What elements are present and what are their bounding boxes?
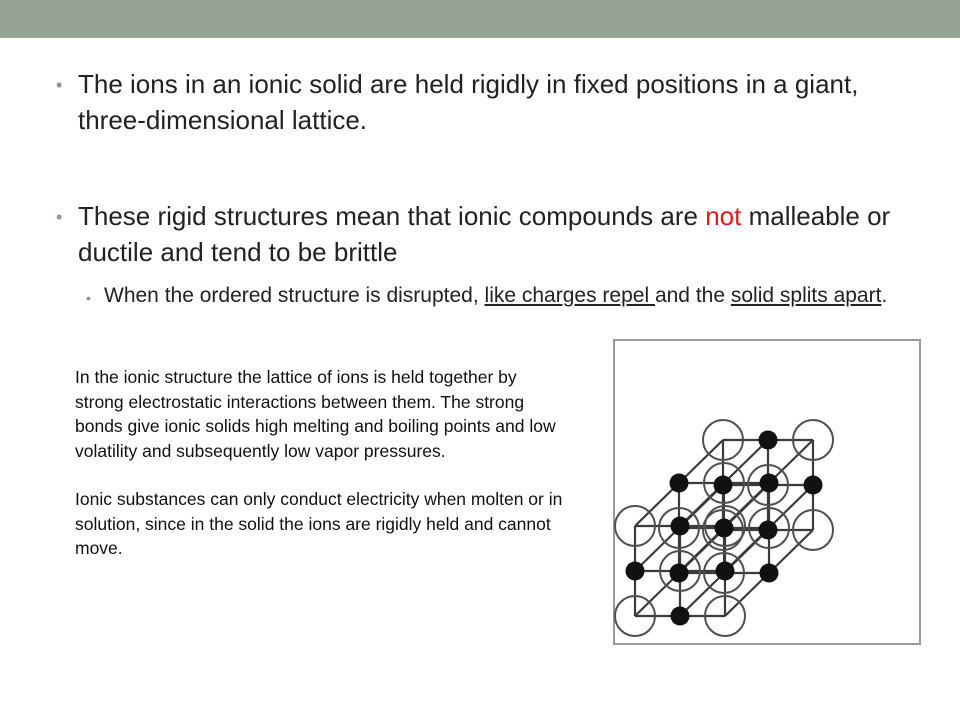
highlight-not: not xyxy=(705,201,742,231)
sub-bullet-text-start: When the ordered structure is disrupted, xyxy=(104,284,485,307)
sub-bullet-dot-icon: • xyxy=(86,290,91,306)
cation-filled-circle-icon xyxy=(760,474,779,493)
cation-filled-circle-icon xyxy=(716,562,735,581)
cation-filled-circle-icon xyxy=(626,562,645,581)
bullet-text xyxy=(78,198,898,270)
cation-filled-circle-icon xyxy=(714,476,733,495)
bullet-text-end: malleable or ductile and tend to be brittle xyxy=(78,201,891,267)
underline-like-charges-repel: like charges repel xyxy=(484,284,655,307)
cation-filled-circle-icon xyxy=(670,564,689,583)
bullet-dot-icon: • xyxy=(56,75,63,95)
description-text-box xyxy=(75,365,565,561)
underline-solid-splits-apart: solid splits apart xyxy=(730,284,882,307)
cation-filled-circle-icon xyxy=(759,431,778,450)
bullet-text-start: These rigid structures mean that ionic compounds are xyxy=(78,201,706,231)
cation-filled-circle-icon xyxy=(671,607,690,626)
cation-filled-circle-icon xyxy=(671,517,690,536)
description-paragraph-2: Ionic substances can only conduct electricity when molten or in solution, since in the solid the ions are rigidly held and cannot move. xyxy=(75,489,563,558)
cation-filled-circle-icon xyxy=(715,519,734,538)
cation-filled-circle-icon xyxy=(760,564,779,583)
sub-bullet-text-end: . xyxy=(881,284,888,307)
cation-filled-circle-icon xyxy=(804,476,823,495)
cation-filled-circle-icon xyxy=(759,521,778,540)
bullet-dot-icon: • xyxy=(56,207,63,227)
bullet-text: The ions in an ionic solid are held rigidly in fixed positions in a giant, three-dimensional lattice. xyxy=(78,69,859,135)
sub-bullet-text-mid: and the xyxy=(654,284,731,307)
ionic-lattice-diagram xyxy=(612,338,924,650)
cation-filled-circle-icon xyxy=(670,474,689,493)
description-paragraph-1: In the ionic structure the lattice of ions is held together by strong electrostatic interactions between them. The strong bonds give ionic solids high melting and boiling points and low volatility and subsequently low vapor pressures. xyxy=(75,367,556,461)
sub-bullet-text xyxy=(104,281,904,311)
